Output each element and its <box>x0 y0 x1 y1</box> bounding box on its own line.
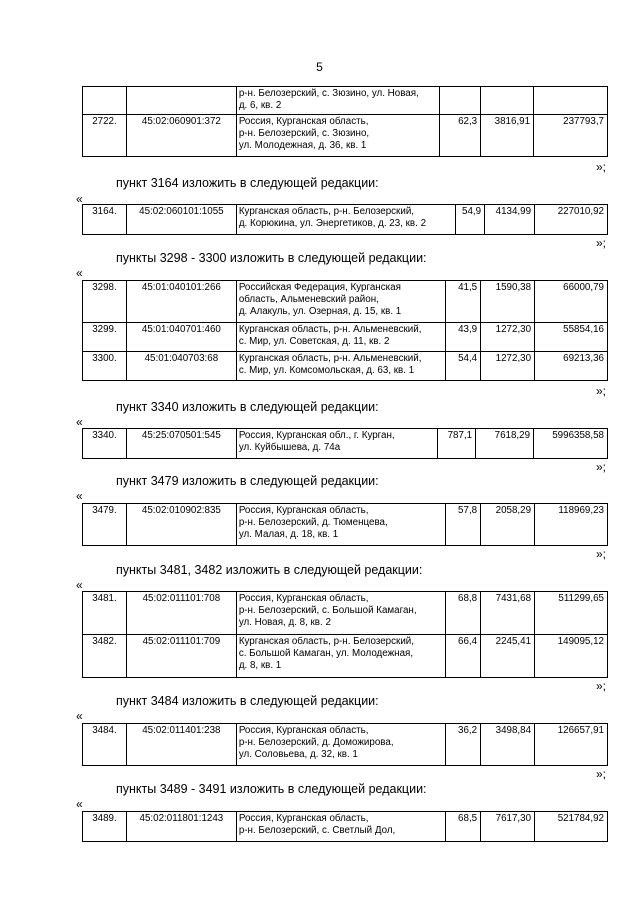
opening-quote: « <box>76 797 83 811</box>
cell-cost: 66000,79 <box>535 281 608 323</box>
cell-address: Россия, Курганская область, р-н. Белозерский, д. Тюменцева, ул. Малая, д. 18, кв. 1 <box>236 504 445 546</box>
cell-rate: 4134,99 <box>485 205 535 235</box>
cell-num: 3481. <box>83 592 127 635</box>
cell-rate: 2245,41 <box>481 635 535 678</box>
cell-area <box>440 87 481 115</box>
cell-num: 3164. <box>83 205 127 235</box>
section-table <box>82 204 608 235</box>
cell-rate: 1272,30 <box>481 352 535 381</box>
cell-area: 36,2 <box>446 724 481 766</box>
cell-rate: 2058,29 <box>481 504 535 546</box>
table-row <box>83 504 608 546</box>
cell-cost: 118969,23 <box>535 504 608 546</box>
table-row <box>83 115 608 157</box>
cell-area: 43,9 <box>446 323 481 352</box>
section-heading: пункт 3479 изложить в следующей редакции: <box>116 474 379 488</box>
opening-quote: « <box>76 266 83 280</box>
cell-area: 66,4 <box>446 635 481 678</box>
cell-cost: 69213,36 <box>535 352 608 381</box>
cell-num: 2722. <box>83 115 127 157</box>
closing-quote: »; <box>596 460 607 474</box>
cell-area: 57,8 <box>446 504 481 546</box>
cell-address: Россия, Курганская область, р-н. Белозерский, с. Зюзино, ул. Молодежная, д. 36, кв. 1 <box>236 115 439 157</box>
opening-quote: « <box>76 709 83 723</box>
section-table <box>82 723 608 766</box>
cell-cadastral: 45:01:040101:266 <box>126 281 236 323</box>
cell-rate: 3498,84 <box>481 724 535 766</box>
cell-area: 62,3 <box>440 115 481 157</box>
section-heading: пункт 3484 изложить в следующей редакции: <box>116 694 379 708</box>
cell-address: Курганская область, р-н. Альменевский, с. Мир, ул. Комсомольская, д. 63, кв. 1 <box>236 352 445 381</box>
cell-num: 3300. <box>83 352 127 381</box>
section-table <box>82 428 608 459</box>
cell-num: 3482. <box>83 635 127 678</box>
table-row <box>83 724 608 766</box>
cell-cost: 237793,7 <box>534 115 608 157</box>
cell-address: Курганская область, р-н. Белозерский, с. Большой Камаган, ул. Молодежная, д. 8, кв. 1 <box>236 635 445 678</box>
cell-area: 68,5 <box>446 812 481 842</box>
cell-cost: 511299,65 <box>535 592 608 635</box>
closing-quote: »; <box>596 236 607 250</box>
table-row <box>83 592 608 635</box>
cell-cadastral: 45:25:070501:545 <box>126 429 236 459</box>
cell-area: 54,4 <box>446 352 481 381</box>
cell-area: 68,8 <box>446 592 481 635</box>
section-heading: пункт 3164 изложить в следующей редакции: <box>116 176 379 190</box>
section-heading: пункт 3340 изложить в следующей редакции: <box>116 400 379 414</box>
cell-cost: 126657,91 <box>535 724 608 766</box>
cell-cadastral: 45:02:060101:1055 <box>126 205 236 235</box>
cell-num: 3340. <box>83 429 127 459</box>
cell-address: Курганская область, р-н. Белозерский, д. Корюкина, ул. Энергетиков, д. 23, кв. 2 <box>236 205 455 235</box>
cell-num: 3299. <box>83 323 127 352</box>
cell-address: Россия, Курганская область, р-н. Белозерский, д. Доможирова, ул. Соловьева, д. 32, кв. 1 <box>236 724 445 766</box>
cell-rate: 1272,30 <box>481 323 535 352</box>
section-heading: пункты 3481, 3482 изложить в следующей редакции: <box>116 563 423 577</box>
cell-rate: 7431,68 <box>481 592 535 635</box>
table-row <box>83 205 608 235</box>
table-row <box>83 352 608 381</box>
section-table <box>82 591 608 678</box>
closing-quote: »; <box>596 547 607 561</box>
cell-cadastral: 45:02:011101:709 <box>126 635 236 678</box>
cell-address: Россия, Курганская область, р-н. Белозерский, с. Светлый Дол, <box>236 812 445 842</box>
section-heading: пункты 3489 - 3491 изложить в следующей редакции: <box>116 782 427 796</box>
cell-area: 54,9 <box>456 205 485 235</box>
cell-num: 3484. <box>83 724 127 766</box>
cell-cost: 227010,92 <box>535 205 608 235</box>
cell-num: 3298. <box>83 281 127 323</box>
table-row <box>83 323 608 352</box>
cell-cadastral <box>126 87 236 115</box>
table-row <box>83 635 608 678</box>
opening-quote: « <box>76 415 83 429</box>
cell-area: 787,1 <box>438 429 476 459</box>
cell-cadastral: 45:02:011101:708 <box>126 592 236 635</box>
cell-address: Курганская область, р-н. Альменевский, с. Мир, ул. Советская, д. 11, кв. 2 <box>236 323 445 352</box>
page-number: 5 <box>316 60 323 74</box>
cell-num <box>83 87 127 115</box>
cont-table <box>82 86 608 157</box>
cell-cadastral: 45:01:040701:460 <box>126 323 236 352</box>
cell-cadastral: 45:02:011801:1243 <box>126 812 236 842</box>
section-table <box>82 811 608 842</box>
closing-quote: »; <box>596 767 607 781</box>
cell-cadastral: 45:02:060901:372 <box>126 115 236 157</box>
opening-quote: « <box>76 578 83 592</box>
cell-area: 41,5 <box>446 281 481 323</box>
cell-rate: 1590,38 <box>481 281 535 323</box>
cell-address: Россия, Курганская область, р-н. Белозерский, с. Большой Камаган, ул. Новая, д. 8, кв. 2 <box>236 592 445 635</box>
table-row <box>83 281 608 323</box>
cell-cadastral: 45:02:011401:238 <box>126 724 236 766</box>
cell-address: Россия, Курганская обл., г. Курган, ул. Куйбышева, д. 74а <box>236 429 437 459</box>
opening-quote: « <box>76 192 83 206</box>
cell-rate: 7618,29 <box>476 429 534 459</box>
opening-quote: « <box>76 489 83 503</box>
cell-cost <box>534 87 608 115</box>
cell-num: 3489. <box>83 812 127 842</box>
closing-quote: »; <box>596 160 607 174</box>
cell-cost: 55854,16 <box>535 323 608 352</box>
cell-rate <box>481 87 534 115</box>
closing-quote: »; <box>596 384 607 398</box>
section-table <box>82 280 608 381</box>
section-heading: пункты 3298 - 3300 изложить в следующей редакции: <box>116 251 427 265</box>
table-row <box>83 87 608 115</box>
cell-cadastral: 45:02:010902:835 <box>126 504 236 546</box>
table-row <box>83 812 608 842</box>
cell-cost: 5996358,58 <box>534 429 608 459</box>
cell-cost: 149095,12 <box>535 635 608 678</box>
cell-cost: 521784,92 <box>535 812 608 842</box>
cell-address: Российская Федерация, Курганская область, Альменевский район, д. Алакуль, ул. Озерная, д. 15, кв. 1 <box>236 281 445 323</box>
cell-rate: 3816,91 <box>481 115 534 157</box>
table-row <box>83 429 608 459</box>
cell-rate: 7617,30 <box>481 812 535 842</box>
cell-num: 3479. <box>83 504 127 546</box>
cell-address: р-н. Белозерский, с. Зюзино, ул. Новая, д. 6, кв. 2 <box>236 87 439 115</box>
section-table <box>82 503 608 546</box>
closing-quote: »; <box>596 679 607 693</box>
cell-cadastral: 45:01:040703:68 <box>126 352 236 381</box>
